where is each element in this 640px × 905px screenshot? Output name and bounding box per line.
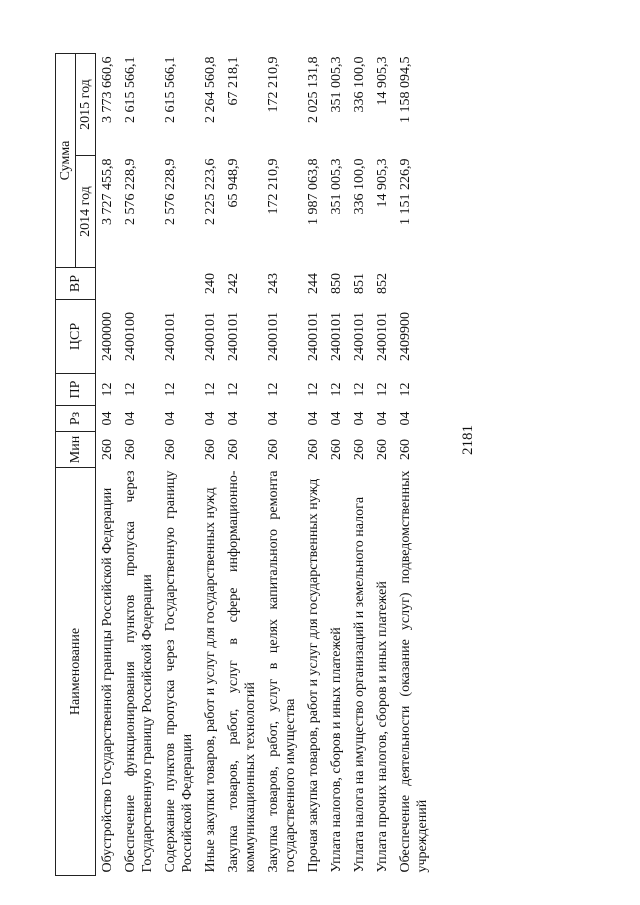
cell-csr: 2400101 (352, 312, 367, 361)
cell-rz: 04 (306, 411, 321, 426)
cell-min: 260 (352, 439, 367, 460)
cell-csr: 2400000 (100, 312, 115, 361)
cell-csr: 2400100 (123, 312, 138, 361)
cell-y2015: 67 218,1 (226, 56, 241, 106)
cell-min: 260 (203, 439, 218, 460)
header-2015: 2015 год (76, 54, 96, 156)
cell-vr (119, 268, 159, 300)
cell-name: Обустройство Государственной границы Российской Федерации (100, 487, 115, 873)
cell-csr: 2409900 (398, 312, 413, 361)
cell-rz: 04 (375, 411, 390, 426)
cell-y2015: 2 264 560,8 (203, 56, 218, 123)
cell-y2015: 2 615 566,1 (123, 56, 138, 123)
cell-y2014: 1 151 226,9 (398, 158, 413, 225)
cell-y2015: 172 210,9 (266, 56, 281, 113)
cell-y2014: 336 100,0 (352, 158, 367, 215)
cell-rz: 04 (203, 411, 218, 426)
cell-min: 260 (266, 439, 281, 460)
cell-y2014: 1 987 063,8 (306, 158, 321, 225)
table-row (348, 54, 371, 876)
cell-csr: 2400101 (226, 312, 241, 361)
cell-y2015: 2 615 566,1 (163, 56, 178, 123)
cell-vr (159, 268, 199, 300)
cell-pr: 12 (329, 382, 344, 397)
table-row (199, 54, 222, 876)
cell-name: Обеспечение деятельности (оказание услуг) подведомственных учреждений (398, 470, 430, 873)
header-min: Мин (56, 432, 96, 468)
header-name: Наименование (56, 468, 96, 876)
cell-name: Уплата налога на имущество организаций и земельного налога (352, 496, 367, 873)
cell-rz: 04 (352, 411, 367, 426)
cell-pr: 12 (203, 382, 218, 397)
page-number: 2181 (460, 425, 476, 455)
cell-pr: 12 (266, 382, 281, 397)
cell-y2014: 2 576 228,9 (163, 158, 178, 225)
cell-vr: 240 (203, 273, 218, 294)
cell-vr (96, 268, 120, 300)
cell-y2014: 14 905,3 (375, 158, 390, 208)
cell-y2015: 351 005,3 (329, 56, 344, 113)
cell-name: Содержание пунктов пропуска через Государственную границу Российской Федерации (163, 470, 195, 873)
cell-min: 260 (306, 439, 321, 460)
cell-y2014: 172 210,9 (266, 158, 281, 215)
cell-rz: 04 (329, 411, 344, 426)
table-row (325, 54, 348, 876)
table-row (371, 54, 394, 876)
table-row (262, 54, 302, 876)
cell-name: Прочая закупка товаров, работ и услуг для государственных нужд (306, 478, 321, 873)
cell-csr: 2400101 (266, 312, 281, 361)
cell-vr: 244 (306, 273, 321, 294)
cell-vr: 243 (266, 273, 281, 294)
cell-pr: 12 (398, 382, 413, 397)
cell-vr: 850 (329, 273, 344, 294)
header-2014: 2014 год (76, 156, 96, 268)
header-rz: Рз (56, 406, 96, 432)
table-row (222, 54, 262, 876)
cell-rz: 04 (266, 411, 281, 426)
cell-rz: 04 (163, 411, 178, 426)
cell-csr: 2400101 (306, 312, 321, 361)
cell-pr: 12 (163, 382, 178, 397)
cell-min: 260 (329, 439, 344, 460)
table-body (96, 54, 435, 876)
cell-csr: 2400101 (329, 312, 344, 361)
cell-y2014: 65 948,9 (226, 158, 241, 208)
cell-min: 260 (375, 439, 390, 460)
cell-vr: 851 (352, 273, 367, 294)
cell-name: Уплата прочих налогов, сборов и иных платежей (375, 581, 390, 873)
cell-pr: 12 (123, 382, 138, 397)
cell-y2014: 351 005,3 (329, 158, 344, 215)
cell-y2014: 2 225 223,6 (203, 158, 218, 225)
cell-name: Уплата налогов, сборов и иных платежей (329, 627, 344, 873)
cell-csr: 2400101 (375, 312, 390, 361)
header-csr: ЦСР (56, 300, 96, 374)
cell-rz: 04 (123, 411, 138, 426)
cell-min: 260 (226, 439, 241, 460)
table-row (119, 54, 159, 876)
budget-table (55, 53, 434, 876)
table-row (302, 54, 325, 876)
cell-min: 260 (163, 439, 178, 460)
cell-rz: 04 (226, 411, 241, 426)
cell-y2015: 336 100,0 (352, 56, 367, 113)
cell-vr (394, 268, 434, 300)
cell-name: Закупка товаров, работ, услуг в сфере информационно-коммуникационных технологий (226, 470, 258, 873)
cell-vr: 852 (375, 273, 390, 294)
cell-csr: 2400101 (163, 312, 178, 361)
cell-min: 260 (123, 439, 138, 460)
cell-pr: 12 (375, 382, 390, 397)
table-row (159, 54, 199, 876)
cell-y2015: 2 025 131,8 (306, 56, 321, 123)
cell-pr: 12 (352, 382, 367, 397)
rotated-page (55, 54, 600, 876)
header-sum: Сумма (56, 54, 76, 268)
header-vr: ВР (56, 268, 96, 300)
cell-pr: 12 (226, 382, 241, 397)
table-row (394, 54, 434, 876)
cell-y2014: 2 576 228,9 (123, 158, 138, 225)
cell-min: 260 (100, 439, 115, 460)
cell-name: Закупка товаров, работ, услуг в целях капитального ремонта государственного имущества (266, 470, 298, 873)
cell-y2015: 3 773 660,6 (100, 56, 115, 123)
cell-name: Обеспечение функционирования пунктов пропуска через Государственную границу Российской Федерации (123, 470, 155, 873)
table-row (96, 54, 120, 876)
cell-csr: 2400101 (203, 312, 218, 361)
header-pr: ПР (56, 374, 96, 406)
cell-y2015: 14 905,3 (375, 56, 390, 106)
cell-pr: 12 (306, 382, 321, 397)
cell-name: Иные закупки товаров, работ и услуг для государственных нужд (203, 487, 218, 873)
cell-y2015: 1 158 094,5 (398, 56, 413, 123)
cell-pr: 12 (100, 382, 115, 397)
cell-rz: 04 (100, 411, 115, 426)
cell-min: 260 (398, 439, 413, 460)
cell-rz: 04 (398, 411, 413, 426)
cell-vr: 242 (226, 273, 241, 294)
cell-y2014: 3 727 455,8 (100, 158, 115, 225)
